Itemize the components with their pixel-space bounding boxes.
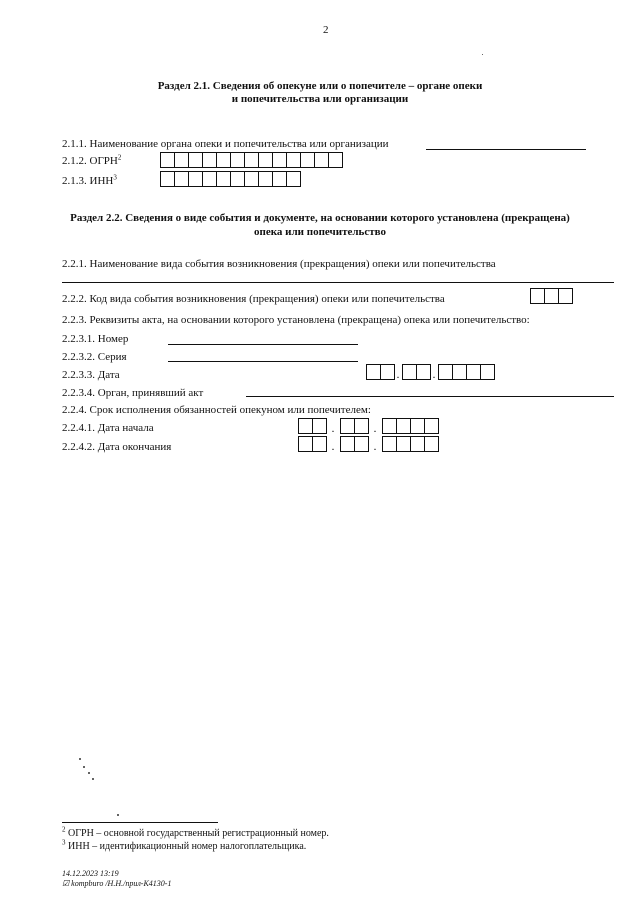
field-224-label: 2.2.4. Срок исполнения обязанностей опекуном или попечителем: (62, 404, 371, 416)
date-separator: . (373, 421, 377, 435)
print-stamp-path: ☑ kompburo /Н.Н./прил-К4130-1 (62, 879, 172, 888)
start-day-box[interactable] (298, 418, 313, 434)
start-year-box[interactable] (382, 418, 397, 434)
scan-speck (79, 758, 81, 760)
section-21-title-line1: Раздел 2.1. Сведения об опекуне или о попечителе – органе опеки (157, 80, 483, 92)
footnote-ref-3: 3 (113, 173, 117, 182)
field-212-label: 2.1.2. ОГРН$^2$ (62, 153, 122, 167)
page-number: 2 (323, 24, 329, 36)
field-2232-label: 2.2.3.2. Серия (62, 351, 127, 363)
inn-box[interactable] (258, 171, 273, 187)
act-date-month-box[interactable] (402, 364, 417, 380)
end-day-box[interactable] (312, 436, 327, 452)
footnote-mark-3: 3 (62, 838, 66, 847)
field-221-label: 2.2.1. Наименование вида события возникновения (прекращения) опеки или попечительства (62, 258, 496, 270)
footnote-mark-2: 2 (62, 825, 66, 834)
date-separator: . (396, 367, 400, 381)
date-separator: . (373, 439, 377, 453)
event-code-boxes (530, 288, 572, 304)
end-year-box[interactable] (382, 436, 397, 452)
start-year-box[interactable] (410, 418, 425, 434)
end-date-boxes (298, 436, 438, 452)
act-date-year-box[interactable] (466, 364, 481, 380)
inn-box[interactable] (230, 171, 245, 187)
footnote-separator (62, 822, 218, 823)
date-separator: . (331, 421, 335, 435)
end-month-box[interactable] (340, 436, 355, 452)
inn-box[interactable] (202, 171, 217, 187)
field-2231-label: 2.2.3.1. Номер (62, 333, 129, 345)
footnote-ref-2: 2 (117, 153, 122, 162)
ogrn-box[interactable] (174, 152, 189, 168)
field-222-label: 2.2.2. Код вида события возникновения (прекращения) опеки или попечительства (62, 293, 445, 305)
act-date-day-box[interactable] (366, 364, 381, 380)
field-2234-line (246, 396, 614, 397)
act-date-month-box[interactable] (416, 364, 431, 380)
footnote-3: $^3$ ИНН – идентификационный номер налогоплательщика. (62, 838, 307, 852)
ogrn-box[interactable] (202, 152, 217, 168)
inn-box[interactable] (272, 171, 287, 187)
act-date-boxes (366, 364, 494, 380)
start-month-box[interactable] (340, 418, 355, 434)
ogrn-box[interactable] (160, 152, 175, 168)
act-date-day-box[interactable] (380, 364, 395, 380)
section-22-title-line2: опека или попечительство (254, 226, 386, 238)
event-code-box[interactable] (544, 288, 559, 304)
start-year-box[interactable] (424, 418, 439, 434)
field-221-line (62, 282, 614, 283)
scan-speck (117, 814, 119, 816)
ogrn-box[interactable] (258, 152, 273, 168)
end-year-box[interactable] (410, 436, 425, 452)
end-day-box[interactable] (298, 436, 313, 452)
end-year-box[interactable] (396, 436, 411, 452)
act-date-year-box[interactable] (452, 364, 467, 380)
field-2242-label: 2.2.4.2. Дата окончания (62, 441, 172, 453)
date-separator: . (432, 367, 436, 381)
ogrn-box[interactable] (300, 152, 315, 168)
field-2241-label: 2.2.4.1. Дата начала (62, 422, 154, 434)
scan-speck (92, 778, 94, 780)
scan-speck (88, 772, 90, 774)
ogrn-box[interactable] (314, 152, 329, 168)
act-date-year-box[interactable] (438, 364, 453, 380)
field-2232-line (168, 361, 358, 362)
event-code-box[interactable] (558, 288, 573, 304)
footnote-2: $^2$ ОГРН – основной государственный регистрационный номер. (62, 825, 329, 839)
field-2234-label: 2.2.3.4. Орган, принявший акт (62, 387, 204, 399)
ogrn-box[interactable] (286, 152, 301, 168)
ogrn-box[interactable] (216, 152, 231, 168)
section-21-title-line2: и попечительства или организации (231, 93, 409, 105)
inn-box[interactable] (160, 171, 175, 187)
field-2233-label: 2.2.3.3. Дата (62, 369, 120, 381)
print-stamp-date: 14.12.2023 13:19 (62, 869, 119, 878)
ogrn-box[interactable] (188, 152, 203, 168)
field-213-label: 2.1.3. ИНН$^3$ (62, 173, 117, 187)
field-223-label: 2.2.3. Реквизиты акта, на основании которого установлена (прекращена) опека или попечительство: (62, 314, 530, 326)
act-date-year-box[interactable] (480, 364, 495, 380)
ogrn-box[interactable] (244, 152, 259, 168)
start-month-box[interactable] (354, 418, 369, 434)
inn-box[interactable] (216, 171, 231, 187)
inn-box[interactable] (286, 171, 301, 187)
ogrn-box[interactable] (272, 152, 287, 168)
field-211-label: 2.1.1. Наименование органа опеки и попечительства или организации (62, 138, 389, 150)
ogrn-box[interactable] (230, 152, 245, 168)
inn-box[interactable] (244, 171, 259, 187)
ogrn-boxes (160, 152, 342, 168)
scan-speck (482, 54, 483, 55)
field-2231-line (168, 344, 358, 345)
scan-speck (83, 766, 85, 768)
start-year-box[interactable] (396, 418, 411, 434)
event-code-box[interactable] (530, 288, 545, 304)
inn-boxes (160, 171, 300, 187)
field-211-line (426, 149, 586, 150)
ogrn-box[interactable] (328, 152, 343, 168)
start-date-boxes (298, 418, 438, 434)
inn-box[interactable] (174, 171, 189, 187)
inn-box[interactable] (188, 171, 203, 187)
section-22-title-line1: Раздел 2.2. Сведения о виде события и документе, на основании которого установлена (прекращена) (70, 212, 570, 224)
date-separator: . (331, 439, 335, 453)
end-month-box[interactable] (354, 436, 369, 452)
start-day-box[interactable] (312, 418, 327, 434)
end-year-box[interactable] (424, 436, 439, 452)
